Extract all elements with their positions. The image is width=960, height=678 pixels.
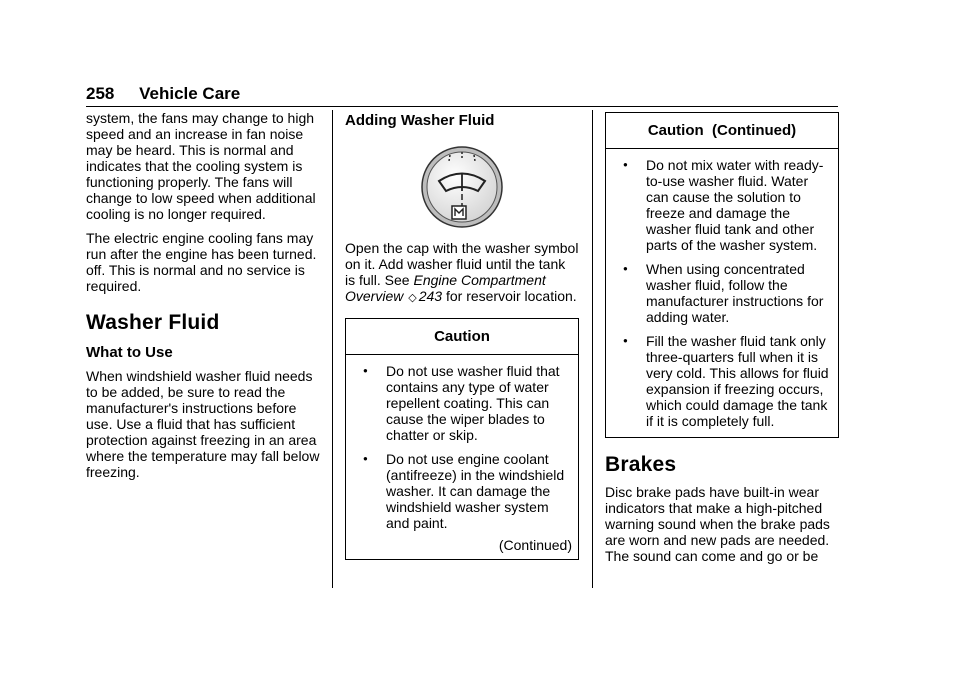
caution-list — [346, 355, 578, 543]
adding-text-part2: for reservoir location. — [442, 288, 577, 304]
column-divider-2 — [592, 110, 593, 588]
page-number: 258 — [86, 84, 115, 103]
adding-washer-fluid-text — [345, 240, 579, 306]
what-to-use-heading: What to Use — [86, 344, 173, 361]
column-3 — [605, 110, 839, 572]
engine-compartment-link[interactable]: Engine Compartment Overview — [345, 272, 546, 304]
list-item: ● Do not use engine coolant (antifreeze) in the windshield washer. It can damage the windshield washer system and paint. — [361, 451, 570, 531]
washer-symbol-figure — [345, 136, 579, 230]
washer-fluid-heading: Washer Fluid — [86, 311, 220, 334]
washer-fluid-symbol-icon — [419, 144, 505, 230]
caution-continued-title: Caution (Continued) — [606, 113, 838, 149]
caution-continued-box — [605, 112, 839, 438]
caution-continued-list — [606, 149, 838, 429]
adding-text-part1: Open the cap with the washer symbol on it. Add washer fluid until the tank is full. See — [345, 240, 579, 288]
column-1 — [86, 110, 322, 488]
adding-washer-fluid-heading: Adding Washer Fluid — [345, 112, 495, 129]
section-title: Vehicle Care — [139, 84, 241, 103]
page-header — [86, 84, 240, 104]
electric-fans-text: The electric engine cooling fans may run after the engine has been turned. off. This is normal and no service is required. — [86, 230, 317, 294]
header-rule — [86, 106, 838, 107]
list-item: ● When using concentrated washer fluid, follow the manufacturer instructions for adding water. — [621, 261, 830, 325]
page-reference-icon: ◇ — [408, 292, 417, 304]
column-divider-1 — [332, 110, 333, 588]
continued-label: (Continued) — [498, 537, 572, 553]
brakes-text: Disc brake pads have built-in wear indicators that make a high-pitched warning sound when the brake pads are worn and new pads are needed. The sound can come and go or be — [605, 484, 830, 564]
cooling-fans-text: system, the fans may change to high speed and an increase in fan noise may be heard. This is normal and indicates that the cooling system is functioning properly. The fans will change to low speed when additional cooling is no longer required. — [86, 110, 316, 222]
column-2 — [345, 110, 579, 560]
what-to-use-text: When windshield washer fluid needs to be added, be sure to read the manufacturer's instructions before use. Use a fluid that has sufficient protection against freezing in an area where the temperature may fall below freezing. — [86, 368, 320, 480]
caution-title: Caution — [346, 319, 578, 355]
page-reference-number[interactable]: 243 — [418, 288, 443, 304]
caution-box — [345, 318, 579, 560]
list-item: ● Do not use washer fluid that contains any type of water repellent coating. This can cause the wiper blades to chatter or skip. — [361, 363, 570, 443]
list-item: ● Fill the washer fluid tank only three-quarters full when it is very cold. This allows for fluid expansion if freezing occurs, which could damage the tank if it is completely full. — [621, 333, 830, 429]
list-item: ● Do not mix water with ready-to-use washer fluid. Water can cause the solution to freeze and damage the washer fluid tank and other parts of the washer system. — [621, 157, 830, 253]
brakes-heading: Brakes — [605, 453, 677, 476]
